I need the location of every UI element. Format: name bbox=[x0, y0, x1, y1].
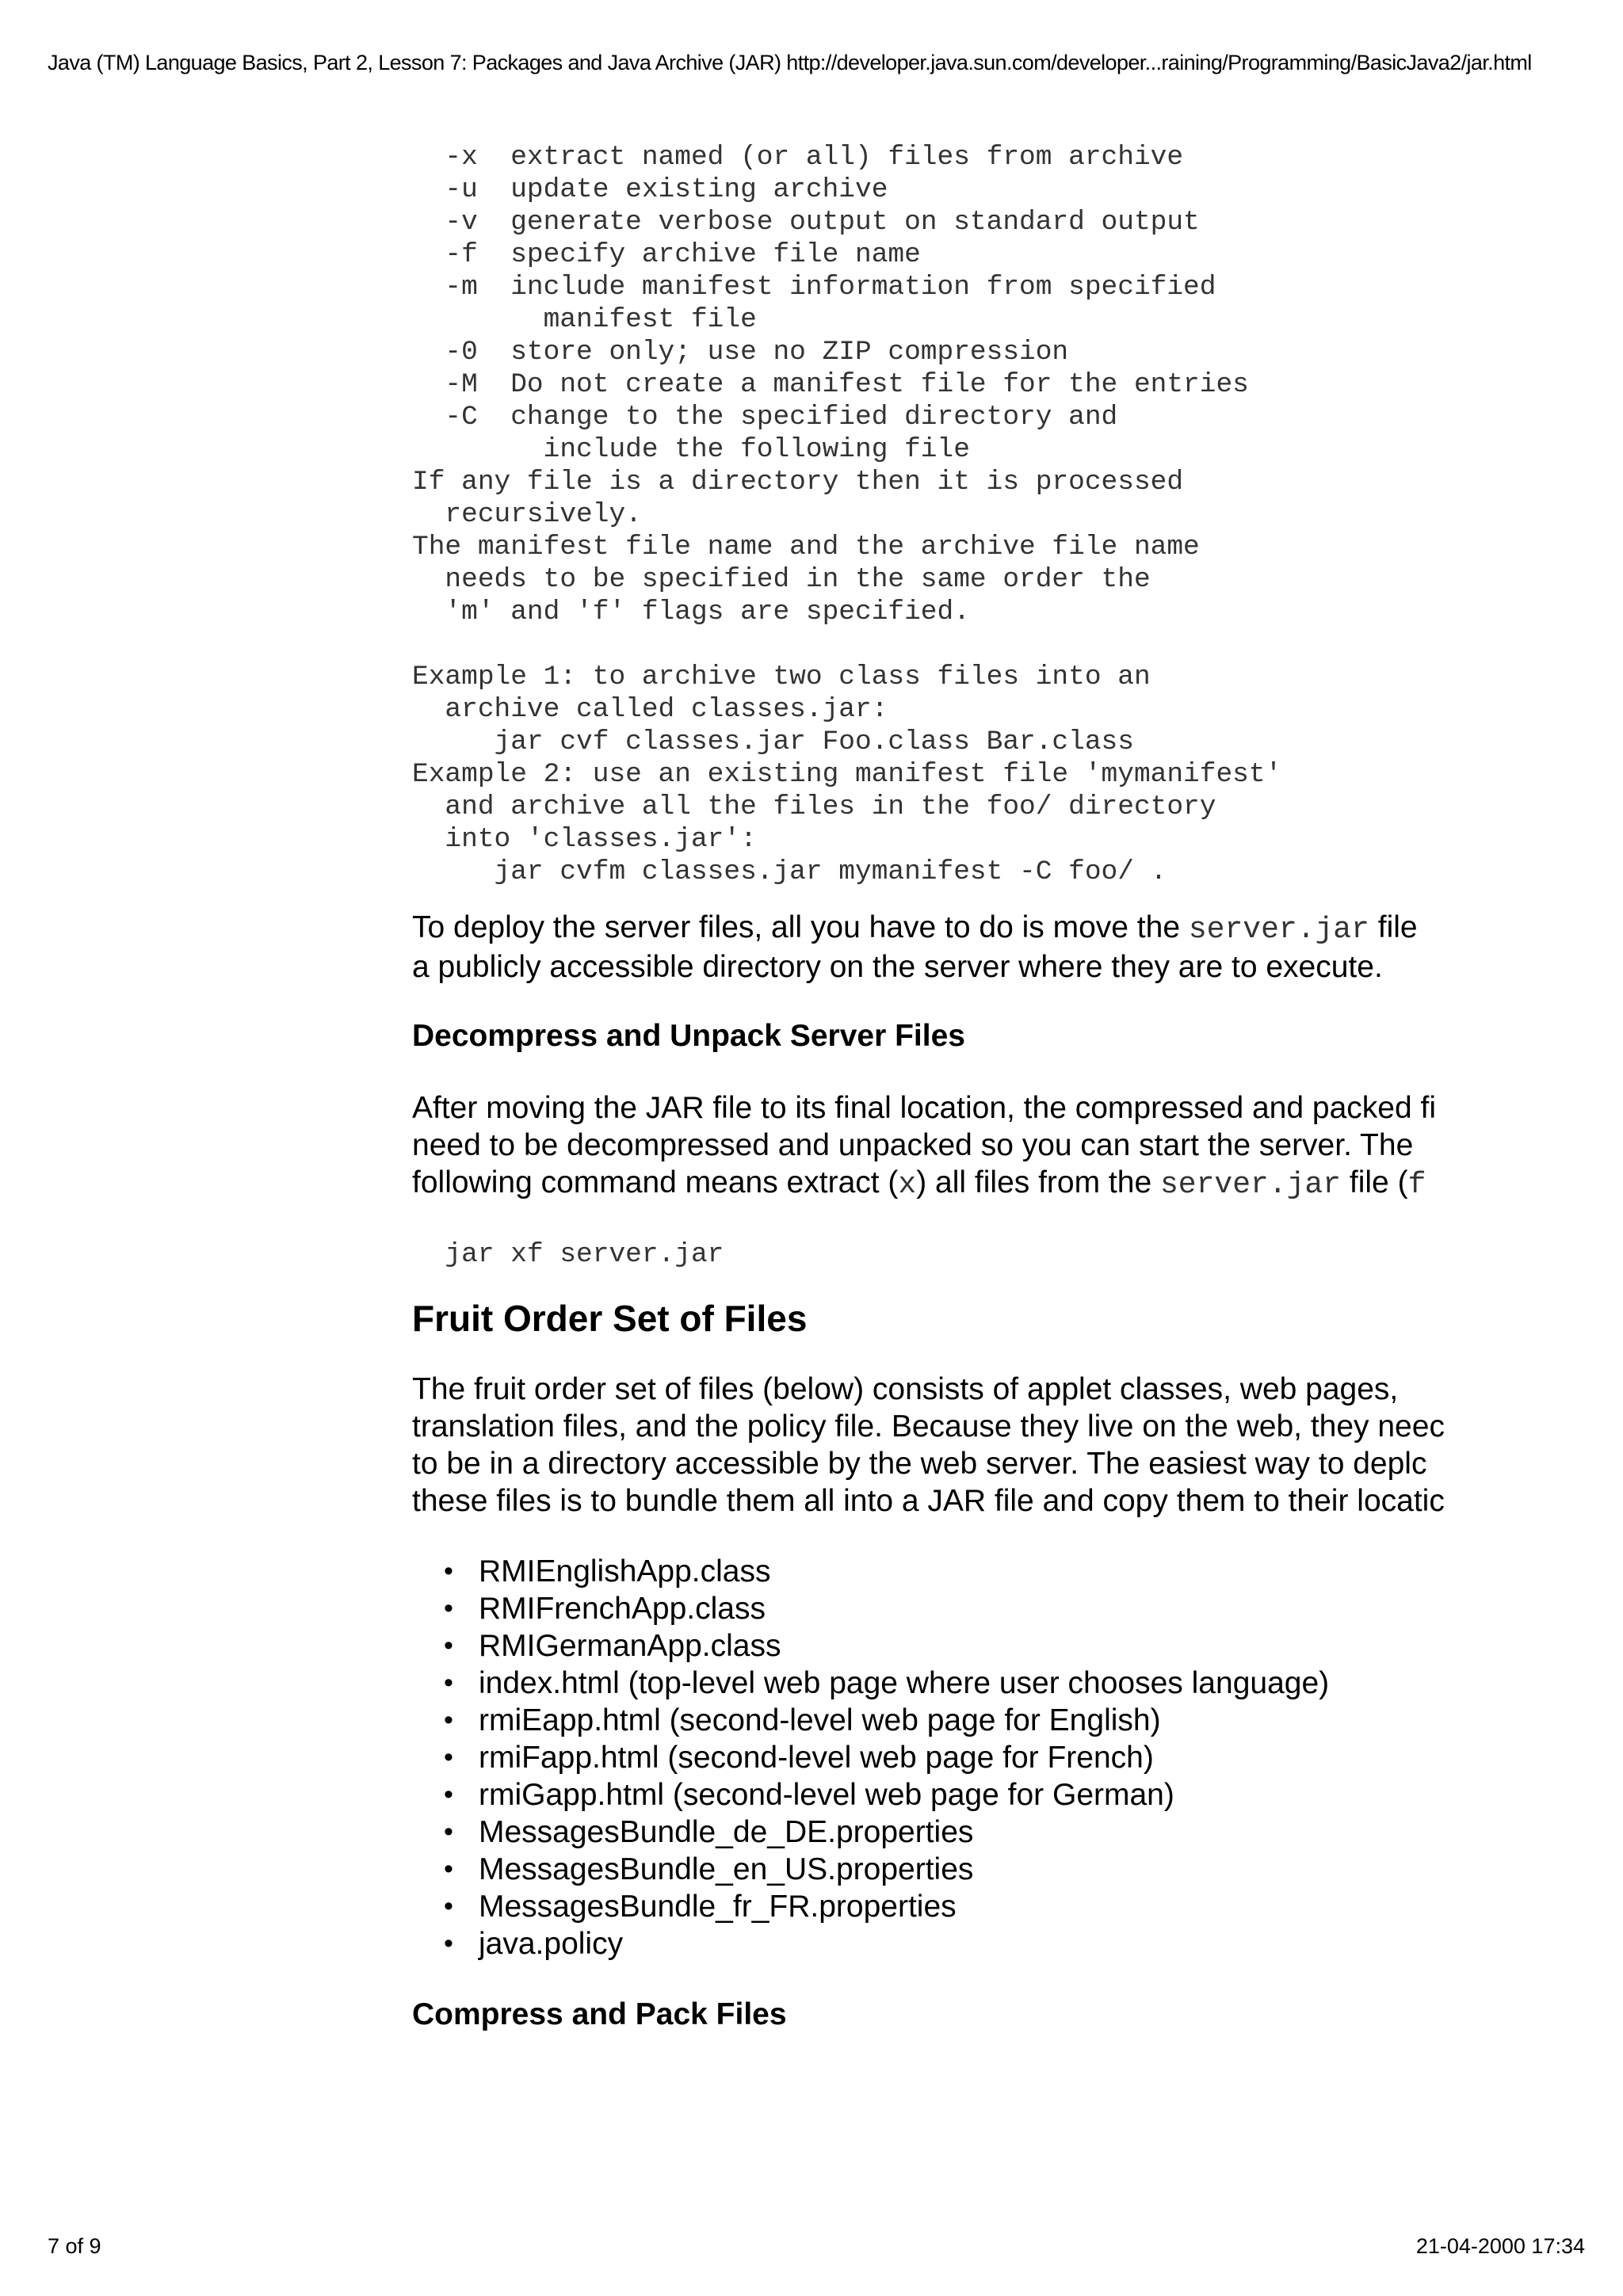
file-list-item bbox=[444, 1627, 1480, 1665]
bullet-icon: • bbox=[444, 1854, 453, 1884]
fruit-line-2: translation files, and the policy file. Because they live on the web, they neec bbox=[412, 1409, 1445, 1444]
compress-heading: Compress and Pack Files bbox=[412, 1997, 787, 2031]
bullet-icon: • bbox=[444, 1593, 453, 1623]
fruit-order-paragraph bbox=[412, 1371, 1480, 1520]
fruit-line-3: to be in a directory accessible by the web server. The easiest way to deplc bbox=[412, 1447, 1427, 1481]
jar-usage-code-block: -x extract named (or all) files from archive -u update existing archive -v generate verbose output on standard output -f specify archive file name -m include manifest information from specified manifest file -0 store only; use no ZIP compression -M Do not create a manifest file for the entries -C change to the specified directory and include the following file If any file is a directory then it is processed recursively. The manifest file name and the archive file name needs to be specified in the same order the 'm' and 'f' flags are specified. Example 1: to archive two class files into an archive called classes.jar: jar cvf classes.jar Foo.class Bar.class Example 2: use an existing manifest file 'mymanifest' and archive all the files in the foo/ directory into 'classes.jar': jar cvfm classes.jar mymanifest -C foo/ . bbox=[412, 142, 1282, 887]
decompress-line-3-post: file ( bbox=[1341, 1165, 1408, 1199]
server-jar-code-2: server.jar bbox=[1160, 1168, 1342, 1202]
file-name: MessagesBundle_en_US.properties bbox=[479, 1852, 974, 1886]
file-name: java.policy bbox=[479, 1927, 624, 1961]
file-list-item bbox=[444, 1851, 1480, 1888]
print-header: Java (TM) Language Basics, Part 2, Lesson 7: Packages and Java Archive (JAR) http://developer.java.sun.com/developer...raining/Programming/BasicJava2/jar.html bbox=[48, 51, 1532, 74]
server-jar-code: server.jar bbox=[1188, 913, 1369, 947]
fruit-order-heading: Fruit Order Set of Files bbox=[412, 1298, 808, 1339]
file-list-item bbox=[444, 1665, 1480, 1702]
print-timestamp: 21-04-2000 17:34 bbox=[1415, 2234, 1585, 2258]
deploy-text-3: a publicly accessible directory on the server where they are to execute. bbox=[412, 950, 1383, 984]
decompress-paragraph bbox=[412, 1089, 1480, 1203]
bullet-icon: • bbox=[444, 1817, 453, 1847]
bullet-icon: • bbox=[444, 1891, 453, 1921]
bullet-icon: • bbox=[444, 1556, 453, 1586]
file-name: MessagesBundle_de_DE.properties bbox=[479, 1815, 974, 1849]
file-list-item bbox=[444, 1739, 1480, 1776]
deploy-text-1: To deploy the server files, all you have to do is move the bbox=[412, 910, 1189, 944]
file-list-item bbox=[444, 1553, 1480, 1590]
decompress-line-3-mid: ) all files from the bbox=[916, 1165, 1160, 1199]
page-content bbox=[412, 141, 1480, 2033]
file-name: index.html (top-level web page where user chooses language) bbox=[479, 1666, 1330, 1700]
page-number: 7 of 9 bbox=[48, 2234, 101, 2258]
bullet-icon: • bbox=[444, 1779, 453, 1810]
bullet-icon: • bbox=[444, 1705, 453, 1735]
bullet-icon: • bbox=[444, 1630, 453, 1661]
deploy-text-2: file bbox=[1369, 910, 1418, 944]
fruit-line-4: these files is to bundle them all into a JAR file and copy them to their locatic bbox=[412, 1484, 1445, 1518]
bullet-icon: • bbox=[444, 1742, 453, 1772]
file-list-item bbox=[444, 1888, 1480, 1925]
file-name: rmiGapp.html (second-level web page for German) bbox=[479, 1778, 1174, 1812]
decompress-heading: Decompress and Unpack Server Files bbox=[412, 1019, 965, 1053]
file-name: RMIGermanApp.class bbox=[479, 1629, 781, 1663]
decompress-line-2: need to be decompressed and unpacked so you can start the server. The bbox=[412, 1128, 1414, 1162]
file-list-item bbox=[444, 1590, 1480, 1627]
deploy-paragraph bbox=[412, 909, 1480, 986]
bullet-icon: • bbox=[444, 1928, 453, 1958]
decompress-line-3-pre: following command means extract ( bbox=[412, 1165, 899, 1199]
decompress-line-1: After moving the JAR file to its final location, the compressed and packed fi bbox=[412, 1091, 1436, 1125]
file-name: MessagesBundle_fr_FR.properties bbox=[479, 1890, 957, 1924]
file-list-item bbox=[444, 1814, 1480, 1851]
file-list-item bbox=[444, 1702, 1480, 1739]
file-name: RMIEnglishApp.class bbox=[479, 1554, 771, 1589]
file-list-item bbox=[444, 1776, 1480, 1814]
fruit-order-file-list bbox=[412, 1553, 1480, 1962]
file-name: rmiFapp.html (second-level web page for French) bbox=[479, 1741, 1154, 1775]
file-name: RMIFrenchApp.class bbox=[479, 1592, 766, 1626]
extract-flag-code: x bbox=[898, 1168, 917, 1202]
fruit-line-1: The fruit order set of files (below) consists of applet classes, web pages, bbox=[412, 1372, 1399, 1406]
file-flag-code: f bbox=[1407, 1168, 1426, 1202]
file-name: rmiEapp.html (second-level web page for English) bbox=[479, 1703, 1161, 1737]
file-list-item bbox=[444, 1925, 1480, 1962]
bullet-icon: • bbox=[444, 1668, 453, 1698]
jar-xf-command: jar xf server.jar bbox=[412, 1239, 724, 1270]
